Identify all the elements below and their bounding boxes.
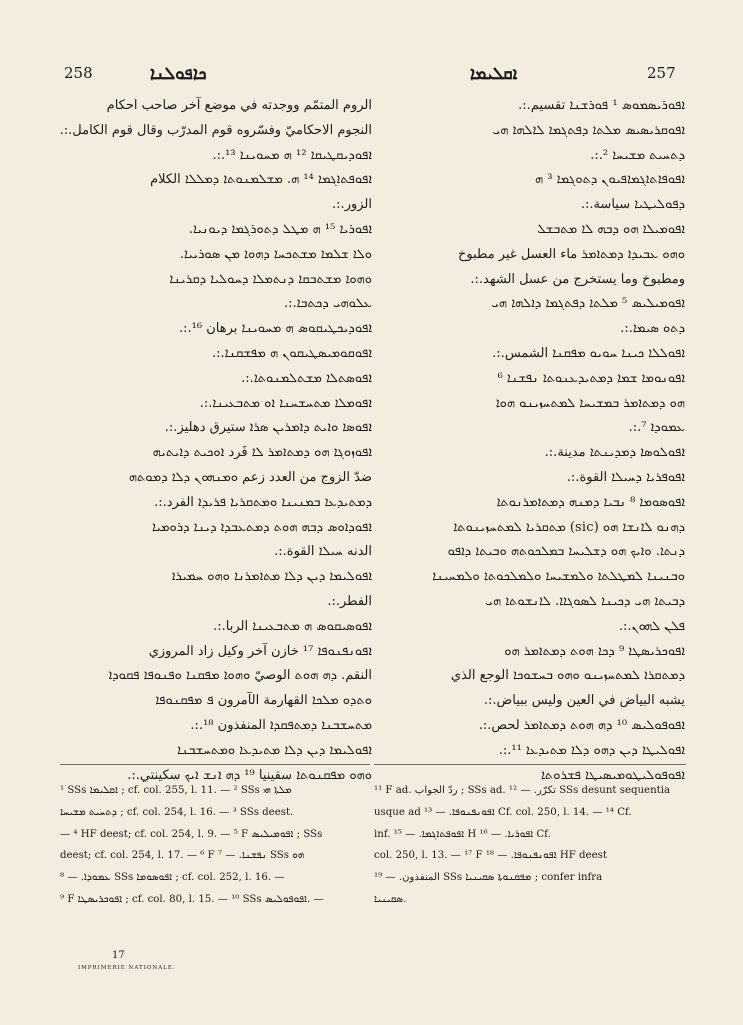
footnote-line: ⁹ F ܐܦܘܟܪܝܣܛܐ ; cf. col. 80, l. 15. — ¹⁰ SSs ܐܦܘܦܘܠܝܣ. — bbox=[60, 893, 324, 905]
right-running-title: ܐܩܠܝܡܐ bbox=[470, 64, 518, 84]
text-line: ܘܗܘ ܥܒܝܕܐ ܕܡܬܐܡܪ ماء العسل غير مطبوخ bbox=[458, 246, 685, 262]
right-page-number: 257 bbox=[647, 64, 676, 82]
text-line: ܐܦܘܠܠܐ ܟܝܢܐ ܚܘܝܘ ܡܦܩܢܐ الشمس.:. bbox=[492, 345, 685, 361]
footnote-line: usque ad ܐܦܘܢܦܢܘܦܐ. — ¹³ Cf. col. 250, l. 14. — ¹⁴ Cf. bbox=[374, 806, 632, 818]
column-divider bbox=[371, 94, 372, 744]
text-line: ܡܬܚܫܒܢܐ ܕܡܬܦܩܕܐ المنفذون ¹⁸.:. bbox=[190, 717, 372, 733]
text-line: ܐܦܘܦܬܐܓܡܐ ¹⁴ ܗ. ܡܫܠܡܢܘܬܐ ܕܡܠܠܐ الكلام bbox=[150, 172, 372, 188]
text-line: ܘܠܐ ܫܠܡܐ ܡܫܬܟܚܐ ܕܗܘܐ ܡܢ ܣܘܪܝܝܐ. bbox=[179, 246, 372, 262]
text-line: ܘܬܕܘ ܡܠܟܐ القهارمة الآمرون ܦ ܡܦܩܢܘܦܐ bbox=[155, 693, 372, 709]
footnote-rule-left bbox=[60, 764, 370, 765]
footnote-line: ܣܩܝܢܝܐ. bbox=[374, 893, 407, 905]
text-line: ܘܗܘ ܡܦܩܢܘܬܐ سقينيا ¹⁹ ܕܗ ܐܢܫ ܐܝܟ سكينتي.:. bbox=[127, 767, 372, 783]
text-line: ܐܦܘܠܝܛܐ ܕܝܢ ܕܗܘ ܕܠܐ ܡܬܝܕܥܐ ¹¹.:. bbox=[498, 742, 685, 758]
text-line: النقم. ܕܗ ܗܘܬ الوصيّ ܘܗܘܐ ܡܦܩܢܐ ܘܦܢܘܦܐ ܦܩܘܕܐ bbox=[108, 668, 372, 684]
text-line: ܕܦܘܠܝܛܝܐ سياسة.:. bbox=[580, 197, 685, 213]
text-line: ܐܦܘܣܝܩܘܣ ܗ ܡܬܒܥܝܢܐ الربا.:. bbox=[213, 618, 372, 634]
text-line: ܐܦܘܦܐܬܐܓܡܐܦܝܘܢ ܕܬܘܓܡܐ ³ ܗ bbox=[534, 172, 685, 188]
text-line: ܕܡܬܩܪܐ ܠܡܬܚܙܝܢܘ ܘܗܘ ܒܚܫܘܟܐ الوجع الذي bbox=[450, 668, 685, 684]
footnote-line: deest; cf. col. 254, l. 17. — ⁶ F ܢܦܫܢܐ. — ⁷ SSs ܗܘ bbox=[60, 850, 305, 862]
left-page-number: 258 bbox=[64, 64, 93, 82]
footnote-rule-right bbox=[374, 764, 686, 765]
text-line: ܐܦܘܠܘܣܐ ܕܡܕܝܢܬܐ مدينة.:. bbox=[544, 445, 685, 461]
text-line: الدنه ܚܝܠܐ القوة.:. bbox=[274, 544, 372, 560]
text-line: ܐܦܘܩܘܡܝܣܛܝܩܘܢ ܗ ܡܦܫܩܢܐ.:. bbox=[211, 345, 372, 361]
text-line: ܐܦܘܣܬܠܐ ܡܫܬܠܡܢܘܬܐ.:. bbox=[241, 370, 372, 386]
text-line: الفطر.:. bbox=[327, 593, 372, 609]
text-line: ܕܢܬܐ. ܘܐܝܟ ܗܘ ܕܫܠܝܚܐ ܒܡܠܟܘܬܗ ܘܒܝܬܐ ܕܐܦܘ bbox=[447, 544, 685, 560]
text-line: ܦܠܢ ܠܗܘܢ.:. bbox=[618, 618, 685, 634]
text-line: ܐܦܘܙܘܓܐ ܗܘ ܕܡܬܐܡܪ ܠܐ فَرد ܐܘܟܝܬ ܕܐܝܬܝܗ bbox=[152, 445, 372, 461]
text-line: ܐܦܘܪܝܣܡܘܣ ¹ ܦܘܪܫܢܐ تقسيم.:. bbox=[518, 98, 685, 113]
footnote-line: ܥܡܘܕܐ. — ⁸ SSs ܐܦܘܣܘܡܐ ; cf. col. 252, l. 16. — bbox=[60, 872, 285, 884]
footnote-line: ¹ SSs ܐܩܠܝܡܐ ; cf. col. 255, l. 11. — ² SSs ܡܠܬܐ ܗܝ bbox=[60, 785, 292, 796]
footnote-line: المنفذون. — ¹⁹ SSs ܡܦܩܢܘܬܐ ܣܩܝܢܝܐ ; confer infra bbox=[374, 872, 603, 884]
text-line: ܐܦܘܪܝܐ ¹⁵ ܗ ܡܛܠ ܕܬܘܪܓܡܐ ܕܝܘܢܝܐ. bbox=[188, 221, 372, 237]
text-line: ܐܦܘܣܘܡܐ ⁸ ܢܒܝܐ ܕܡܢܗ ܕܡܬܐܡܪܢܘܬܐ bbox=[496, 494, 685, 510]
text-line: ܐܦܘܡܠܐ ܡܬܚܫܚܢܐ ܐܘ ܡܬܒܥܝܢܐ.:. bbox=[199, 395, 372, 411]
printer-imprint: IMPRIMERIE NATIONALE. bbox=[78, 965, 176, 971]
left-column bbox=[60, 94, 372, 788]
footnote-line: col. 250, l. 13. — ¹⁷ F ܐܦܘܢܦܢܘܦܐ. — ¹⁸ HF deest bbox=[374, 850, 607, 862]
footnote-line: — ⁴ HF deest; cf. col. 254, l. 9. — ⁵ F ܐܦܘܡܝܠܝܣ ; SSs bbox=[60, 828, 323, 840]
left-running-title: ܟܐܦܘܠܢܐ bbox=[150, 64, 207, 84]
right-column bbox=[375, 94, 685, 788]
text-line: ܐܦܘܢܘܡܐ ܫܡܐ ܕܡܬܝܕܥܢܘܬܐ ܢܦܫܢܐ ⁶ bbox=[497, 370, 685, 386]
footnotes-left bbox=[60, 780, 370, 911]
text-line: يشبه البياض في العين وليس ببياض.:. bbox=[483, 693, 685, 709]
text-line: ضدّ الزوج من العدد زعم ܘܡܢܗܘܢ ܕܠܐ ܕܡܘܬܗ bbox=[128, 469, 372, 485]
text-line: ܐܦܘܠܝܡܐ ܕܝܢ ܕܠܐ ܡܬܝܕܥܐ ܘܡܬܚܫܒܢܐ bbox=[177, 742, 372, 758]
text-line: ܐܦܘܩܪܝܣܝܣ ܡܠܬܐ ܕܦܬܓܡܐ ܠܐܠܗܐ ܗܝ bbox=[492, 122, 685, 138]
text-line: ܕܡܬܝܕܥܐ ܒܡܢܝܢܐ ܘܡܬܩܪܝܐ ܦܪܝܕܐ الفرد.:. bbox=[154, 494, 372, 510]
text-line: ومطبوخ وما يستخرج من عسل الشهد.:. bbox=[470, 271, 685, 287]
text-line: ܘܗܘܐ ܡܫܬܒܩܐ ܕܢܬܡܠܐ ܕܚܘܠܝܐ ܕܩܪܝܢܐ bbox=[169, 271, 372, 287]
text-line: ܐܦܘܣܐ ܘܐܝܬ ܕܐܡܪܝܢ ܣܪܐ ستيرق دهليز.:. bbox=[164, 420, 372, 436]
text-line: ܕܒܝܬܐ ܗܝ ܕܟܝܢܐ ܠܣܘܓܐܐ. ܠܐܢܫܘܬܐ ܗܝ bbox=[485, 593, 685, 609]
text-line: ܐܦܘܦܪܝܐ ܕܚܝܠܐ القوة.:. bbox=[566, 469, 685, 485]
text-line: ܐܦܘܠܝܡܐ ܕܝܢ ܕܠܐ ܡܬܐܡܪܢܐ ܘܗܘ ܚܡܝܪܐ bbox=[171, 569, 372, 585]
text-line: ܕܬܚܝܬ ܡܫܝܚܐ ².:. bbox=[590, 147, 685, 163]
text-line: ܐܦܘܡܝܠܝܣ ⁵ ܡܠܬܐ ܕܦܬܓܡܐ ܕܐܠܗܐ ܗܝ bbox=[491, 296, 685, 312]
text-line: ܗܘ ܕܡܬܐܡܪ ܒܡܫܝܚܐ ܠܡܬܚܙܝܢܘ ܗܘܐ bbox=[495, 395, 685, 411]
text-line: ܐܦܘܕܝܟܛܝܩܘܣ ܗ ܡܚܘܝܢܐ برهان ¹⁶.:. bbox=[178, 321, 372, 337]
footnotes-right bbox=[374, 780, 686, 911]
signature-mark: 17 bbox=[112, 950, 125, 961]
text-line: ܕܬܘ ܣܝܡܐ.:. bbox=[620, 321, 685, 337]
text-line: النجوم الاحكاميّ وفسّروه قوم المدرّب وقال قوم الكامل.:. bbox=[60, 122, 372, 138]
text-line: ܐܦܘܕܐܘܣ ܕܒܗ ܗܘܬ ܕܡܬܥܒܕܐ ܕܝܢܐ ܕܪܘܡܝܐ bbox=[151, 519, 372, 535]
text-line: ܐܦܘܦܘܠܝܣ ¹⁰ ܕܗ ܗܘܬ ܕܡܬܐܡܪ لحص.:. bbox=[478, 717, 685, 733]
text-line: ܐܦܘܕܝܩܛܝܩܐ ¹² ܗ ܡܚܘܝܢܐ ¹³.:. bbox=[212, 147, 372, 163]
text-line: ܥܡܘܕܐ ⁷.:. bbox=[628, 420, 685, 436]
text-line: ܘܒܢܝܢܐ ܠܡܛܠܬܐ ܘܠܡܫܝܚܐ ܘܠܡܠܟܘܬܐ ܘܠܡܚܝܢܐ bbox=[432, 569, 685, 585]
text-line: ܐܦܘܟܪܝܣܛܐ ⁹ ܕܟܐ ܗܘܬ ܕܡܬܐܡܪ ܗܘ bbox=[504, 643, 685, 659]
text-line: ܕܗܢܘ ܠܐܢܫܐ ܗܘ (sic) ܡܬܩܪܝܐ ܠܡܬܚܙܝܢܘܬܐ bbox=[453, 519, 685, 535]
footnote-line: ܕܬܚܝܬ ܡܫܝܚܐ ; cf. col. 254, l. 16. — ³ SSs deest. bbox=[60, 806, 294, 818]
footnote-line: ¹¹ F ad. ردّ الجواب ; SSs ad. تكرّر. — ¹² SSs desunt sequentia bbox=[374, 785, 671, 796]
text-line: ܐܦܘܢܦܢܘܦܐ ¹⁷ خازن آخر وكيل زاد المروزي bbox=[148, 643, 372, 659]
text-line: ܐܦܘܦܘܠܝܛܘܡܝܣܝܛܐ ܦܫܪܘܬܐ bbox=[541, 767, 685, 783]
text-line: ܥܠܘܗܝ ܕܟܬܒܐ.:. bbox=[283, 296, 372, 312]
footnote-line: inf. ܐܦܘܦܬܐܓܡܐ. — ¹⁵ H ܐܦܘܪܝܐ. — ¹⁶ Cf. bbox=[374, 828, 551, 840]
text-line: ܐܦܘܡܝܠܐ ܗܘ ܕܒܗ ܠܐ ܡܬܒܫܠ bbox=[537, 221, 685, 237]
text-line: الزور.:. bbox=[332, 197, 372, 213]
text-line: الروم المتمّم ووجدته في موضع آخر صاحب احكام bbox=[106, 98, 372, 113]
